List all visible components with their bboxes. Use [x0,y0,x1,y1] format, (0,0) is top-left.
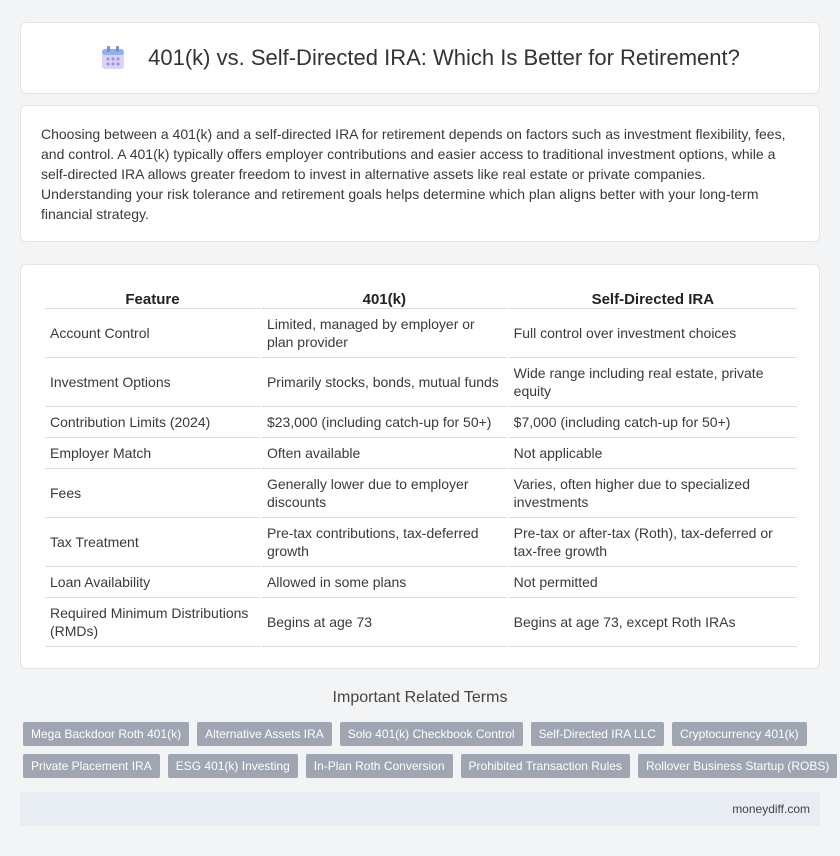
intro-text: Choosing between a 401(k) and a self-directed IRA for retirement depends on factors such as investment flexibility, fees, and control. A 401(k) typically offers employer contributions and easier access to traditional investment options, while a self-directed IRA allows greater freedom to invest in alternative assets like real estate or private companies. Understanding your risk tolerance and retirement goals helps determine which plan aligns better with your long-term financial strategy. [41,126,786,222]
feature-cell: Required Minimum Distributions (RMDs) [45,598,260,647]
related-tag[interactable]: Cryptocurrency 401(k) [672,722,807,746]
401k-cell: Generally lower due to employer discounts [262,469,507,518]
table-row [45,309,797,358]
sdira-cell: Varies, often higher due to specialized investments [509,469,797,518]
401k-cell: Allowed in some plans [262,567,507,598]
title-card [20,22,820,94]
table-row [45,518,797,567]
sdira-cell: Not permitted [509,567,797,598]
feature-cell: Investment Options [45,358,260,407]
table-row [45,407,797,438]
401k-cell: Often available [262,438,507,469]
table-row [45,598,797,647]
sdira-cell: Full control over investment choices [509,309,797,358]
sdira-cell: Wide range including real estate, private equity [509,358,797,407]
intro-card [20,105,820,242]
feature-cell: Fees [45,469,260,518]
feature-cell: Account Control [45,309,260,358]
related-tags-row-1 [23,722,823,746]
sdira-cell: Pre-tax or after-tax (Roth), tax-deferred or tax-free growth [509,518,797,567]
401k-cell: Begins at age 73 [262,598,507,647]
related-tag[interactable]: Solo 401(k) Checkbook Control [340,722,523,746]
401k-cell: Pre-tax contributions, tax-deferred growth [262,518,507,567]
401k-cell: Primarily stocks, bonds, mutual funds [262,358,507,407]
related-tag[interactable]: Self-Directed IRA LLC [531,722,664,746]
related-tag[interactable]: Alternative Assets IRA [197,722,332,746]
comparison-card [20,264,820,669]
table-header-row [45,285,797,309]
related-tag[interactable]: In-Plan Roth Conversion [306,754,453,778]
header-401k: 401(k) [262,285,507,309]
page-title: 401(k) vs. Self-Directed IRA: Which Is Better for Retirement? [148,45,740,70]
table-row [45,358,797,407]
401k-cell: Limited, managed by employer or plan provider [262,309,507,358]
feature-cell: Tax Treatment [45,518,260,567]
table-row [45,438,797,469]
sdira-cell: Not applicable [509,438,797,469]
footer [20,792,820,826]
related-tag[interactable]: Private Placement IRA [23,754,160,778]
feature-cell: Loan Availability [45,567,260,598]
feature-cell: Contribution Limits (2024) [45,407,260,438]
related-terms-title: Important Related Terms [332,689,508,706]
footer-site-link[interactable]: moneydiff.com [732,802,810,816]
sdira-cell: Begins at age 73, except Roth IRAs [509,598,797,647]
header-sdira: Self-Directed IRA [509,285,797,309]
related-tags-row-2 [23,754,830,778]
comparison-table [43,285,799,647]
calendar-icon [100,45,126,71]
related-tag[interactable]: Rollover Business Startup (ROBS) [638,754,837,778]
related-tag[interactable]: Prohibited Transaction Rules [461,754,630,778]
feature-cell: Employer Match [45,438,260,469]
related-tag[interactable]: ESG 401(k) Investing [168,754,298,778]
sdira-cell: $7,000 (including catch-up for 50+) [509,407,797,438]
table-row [45,567,797,598]
table-row [45,469,797,518]
401k-cell: $23,000 (including catch-up for 50+) [262,407,507,438]
header-feature: Feature [45,285,260,309]
related-tag[interactable]: Mega Backdoor Roth 401(k) [23,722,189,746]
